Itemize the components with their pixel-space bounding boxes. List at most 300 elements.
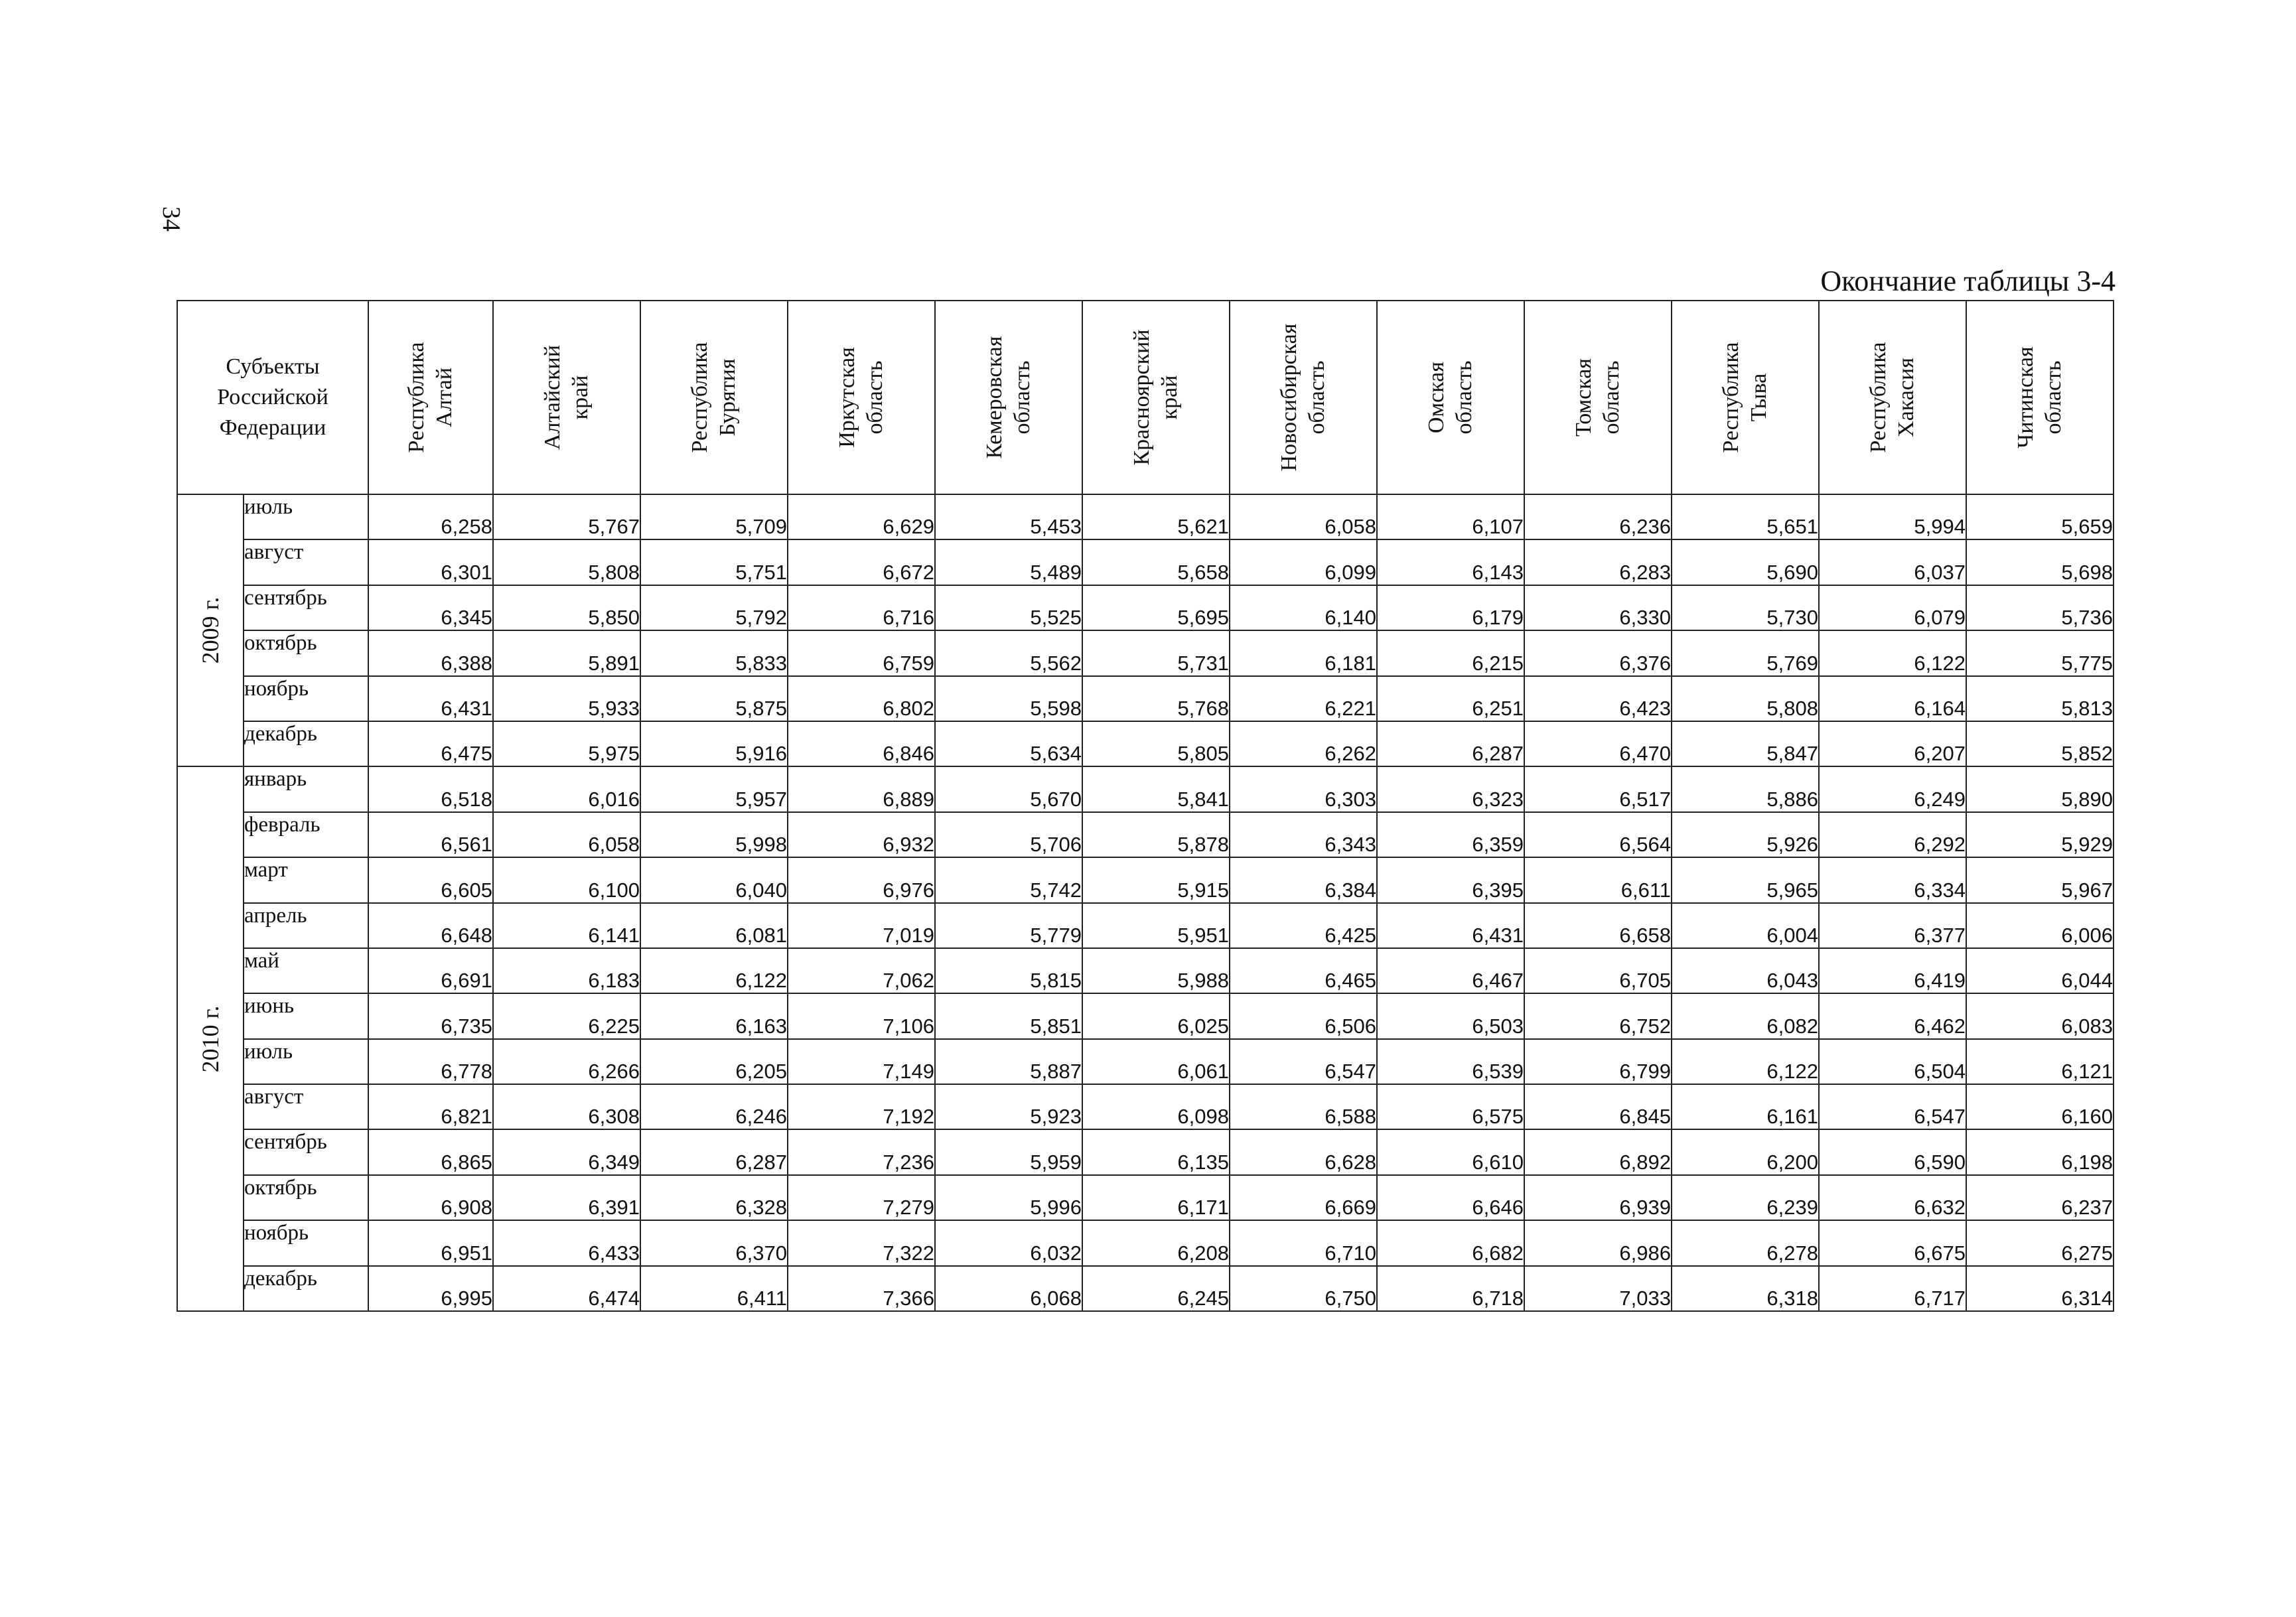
value-cell: 5,929 [1966, 812, 2114, 857]
month-cell: май [244, 948, 368, 993]
value-cell: 5,598 [935, 676, 1082, 721]
region-header [1672, 301, 1819, 494]
table-row [177, 903, 2114, 948]
value-cell: 7,106 [788, 993, 935, 1038]
value-cell: 5,933 [493, 676, 640, 721]
value-cell: 6,287 [640, 1129, 788, 1174]
table-row [177, 494, 2114, 539]
value-cell: 6,431 [1377, 903, 1524, 948]
month-cell: сентябрь [244, 585, 368, 630]
month-cell: октябрь [244, 630, 368, 675]
region-header-label [686, 342, 742, 453]
value-cell: 7,192 [788, 1084, 935, 1129]
month-cell: март [244, 857, 368, 902]
value-cell: 7,019 [788, 903, 935, 948]
value-cell: 5,852 [1966, 721, 2114, 766]
region-header-line: Алтай [432, 367, 457, 428]
region-header-label [2012, 346, 2068, 448]
value-cell: 7,366 [788, 1266, 935, 1311]
value-cell: 5,775 [1966, 630, 2114, 675]
region-header-line: Республика [687, 342, 712, 453]
value-cell: 6,239 [1672, 1175, 1819, 1220]
region-header-line: Республика [1866, 342, 1891, 453]
value-cell: 5,706 [935, 812, 1082, 857]
region-header-line: Читинская [2013, 346, 2038, 449]
value-cell: 6,198 [1966, 1129, 2114, 1174]
value-cell: 5,779 [935, 903, 1082, 948]
table-row [177, 1039, 2114, 1084]
region-header-line: область [1599, 360, 1624, 435]
value-cell: 6,161 [1672, 1084, 1819, 1129]
region-header-line: Кемеровская [982, 336, 1007, 459]
value-cell: 6,632 [1819, 1175, 1966, 1220]
value-cell: 6,236 [1524, 494, 1672, 539]
value-cell: 5,847 [1672, 721, 1819, 766]
table-row [177, 1129, 2114, 1174]
value-cell: 6,605 [368, 857, 493, 902]
value-cell: 6,425 [1230, 903, 1377, 948]
value-cell: 6,799 [1524, 1039, 1672, 1084]
value-cell: 6,564 [1524, 812, 1672, 857]
value-cell: 6,908 [368, 1175, 493, 1220]
value-cell: 5,730 [1672, 585, 1819, 630]
value-cell: 5,926 [1672, 812, 1819, 857]
value-cell: 6,682 [1377, 1220, 1524, 1265]
region-header [493, 301, 640, 494]
month-cell: октябрь [244, 1175, 368, 1220]
month-cell: апрель [244, 903, 368, 948]
table-row [177, 857, 2114, 902]
value-cell: 6,004 [1672, 903, 1819, 948]
value-cell: 5,742 [935, 857, 1082, 902]
value-cell: 5,736 [1966, 585, 2114, 630]
region-header-line: Томская [1571, 358, 1596, 437]
region-header-line: Красноярский [1129, 329, 1154, 466]
value-cell: 6,349 [493, 1129, 640, 1174]
table-caption: Окончание таблицы 3-4 [1820, 265, 2116, 297]
value-cell: 6,986 [1524, 1220, 1672, 1265]
value-cell: 5,805 [1082, 721, 1230, 766]
value-cell: 5,651 [1672, 494, 1819, 539]
value-cell: 5,690 [1672, 539, 1819, 585]
value-cell: 6,164 [1819, 676, 1966, 721]
value-cell: 6,082 [1672, 993, 1819, 1038]
value-cell: 6,610 [1377, 1129, 1524, 1174]
month-cell: ноябрь [244, 676, 368, 721]
value-cell: 5,875 [640, 676, 788, 721]
value-cell: 6,301 [368, 539, 493, 585]
value-cell: 6,433 [493, 1220, 640, 1265]
year-cell [177, 494, 244, 766]
value-cell: 6,251 [1377, 676, 1524, 721]
region-header-line: область [2041, 360, 2066, 435]
value-cell: 5,850 [493, 585, 640, 630]
subject-header [177, 301, 368, 494]
value-cell: 5,769 [1672, 630, 1819, 675]
region-header-label [1275, 324, 1331, 472]
value-cell: 6,539 [1377, 1039, 1524, 1084]
value-cell: 6,345 [368, 585, 493, 630]
value-cell: 5,915 [1082, 857, 1230, 902]
value-cell: 6,691 [368, 948, 493, 993]
month-cell: декабрь [244, 1266, 368, 1311]
table-row [177, 948, 2114, 993]
value-cell: 5,709 [640, 494, 788, 539]
value-cell: 6,016 [493, 766, 640, 811]
value-cell: 6,506 [1230, 993, 1377, 1038]
value-cell: 6,503 [1377, 993, 1524, 1038]
value-cell: 6,334 [1819, 857, 1966, 902]
value-cell: 6,504 [1819, 1039, 1966, 1084]
value-cell: 6,100 [493, 857, 640, 902]
value-cell: 6,079 [1819, 585, 1966, 630]
value-cell: 6,376 [1524, 630, 1672, 675]
year-label: 2010 г. [197, 1005, 224, 1073]
value-cell: 5,815 [935, 948, 1082, 993]
table-row [177, 993, 2114, 1038]
value-cell: 6,759 [788, 630, 935, 675]
value-cell: 6,122 [640, 948, 788, 993]
value-cell: 6,143 [1377, 539, 1524, 585]
region-header [1230, 301, 1377, 494]
value-cell: 6,266 [493, 1039, 640, 1084]
value-cell: 6,517 [1524, 766, 1672, 811]
value-cell: 6,384 [1230, 857, 1377, 902]
region-header-label [1717, 342, 1773, 453]
value-cell: 6,467 [1377, 948, 1524, 993]
value-cell: 6,388 [368, 630, 493, 675]
table-row [177, 766, 2114, 811]
value-cell: 6,646 [1377, 1175, 1524, 1220]
value-cell: 6,043 [1672, 948, 1819, 993]
rates-table [177, 300, 2114, 1312]
value-cell: 6,225 [493, 993, 640, 1038]
value-cell: 6,068 [935, 1266, 1082, 1311]
region-header-line: Алтайский [540, 344, 565, 451]
value-cell: 5,916 [640, 721, 788, 766]
value-cell: 7,062 [788, 948, 935, 993]
table-row [177, 676, 2114, 721]
value-cell: 6,995 [368, 1266, 493, 1311]
region-header-line: область [1010, 360, 1035, 435]
value-cell: 6,221 [1230, 676, 1377, 721]
region-header-line: край [568, 375, 593, 420]
value-cell: 6,121 [1966, 1039, 2114, 1084]
region-header [368, 301, 493, 494]
value-cell: 6,314 [1966, 1266, 2114, 1311]
value-cell: 6,058 [1230, 494, 1377, 539]
value-cell: 6,245 [1082, 1266, 1230, 1311]
value-cell: 7,322 [788, 1220, 935, 1265]
value-cell: 6,083 [1966, 993, 2114, 1038]
value-cell: 6,377 [1819, 903, 1966, 948]
region-header-line: Тыва [1747, 373, 1771, 422]
value-cell: 6,391 [493, 1175, 640, 1220]
value-cell: 5,988 [1082, 948, 1230, 993]
value-cell: 6,658 [1524, 903, 1672, 948]
value-cell: 6,343 [1230, 812, 1377, 857]
value-cell: 6,717 [1819, 1266, 1966, 1311]
value-cell: 6,287 [1377, 721, 1524, 766]
value-cell: 6,318 [1672, 1266, 1819, 1311]
value-cell: 6,475 [368, 721, 493, 766]
value-cell: 6,716 [788, 585, 935, 630]
table-row [177, 630, 2114, 675]
region-header-line: Омская [1424, 362, 1449, 433]
value-cell: 5,768 [1082, 676, 1230, 721]
value-cell: 6,179 [1377, 585, 1524, 630]
value-cell: 5,813 [1966, 676, 2114, 721]
value-cell: 6,821 [368, 1084, 493, 1129]
value-cell: 6,547 [1819, 1084, 1966, 1129]
value-cell: 5,886 [1672, 766, 1819, 811]
value-cell: 6,163 [640, 993, 788, 1038]
region-header [935, 301, 1082, 494]
region-header [1377, 301, 1524, 494]
value-cell: 5,695 [1082, 585, 1230, 630]
year-label: 2009 г. [197, 597, 224, 664]
region-header-line: Иркутская [835, 347, 859, 448]
value-cell: 6,122 [1672, 1039, 1819, 1084]
value-cell: 5,698 [1966, 539, 2114, 585]
region-header [1524, 301, 1672, 494]
value-cell: 6,323 [1377, 766, 1524, 811]
value-cell: 6,669 [1230, 1175, 1377, 1220]
value-cell: 6,099 [1230, 539, 1377, 585]
region-header-line: Республика [404, 342, 429, 453]
value-cell: 6,107 [1377, 494, 1524, 539]
value-cell: 6,750 [1230, 1266, 1377, 1311]
month-cell: ноябрь [244, 1220, 368, 1265]
value-cell: 6,939 [1524, 1175, 1672, 1220]
value-cell: 5,878 [1082, 812, 1230, 857]
value-cell: 6,283 [1524, 539, 1672, 585]
month-cell: декабрь [244, 721, 368, 766]
table-row [177, 539, 2114, 585]
value-cell: 6,735 [368, 993, 493, 1038]
value-cell: 6,628 [1230, 1129, 1377, 1174]
value-cell: 6,122 [1819, 630, 1966, 675]
value-cell: 6,648 [368, 903, 493, 948]
region-header [640, 301, 788, 494]
value-cell: 6,160 [1966, 1084, 2114, 1129]
value-cell: 6,889 [788, 766, 935, 811]
value-cell: 6,249 [1819, 766, 1966, 811]
value-cell: 6,752 [1524, 993, 1672, 1038]
value-cell: 6,328 [640, 1175, 788, 1220]
value-cell: 5,562 [935, 630, 1082, 675]
month-cell: февраль [244, 812, 368, 857]
month-cell: август [244, 1084, 368, 1129]
value-cell: 5,634 [935, 721, 1082, 766]
value-cell: 5,658 [1082, 539, 1230, 585]
value-cell: 5,957 [640, 766, 788, 811]
value-cell: 6,718 [1377, 1266, 1524, 1311]
value-cell: 5,808 [493, 539, 640, 585]
value-cell: 6,207 [1819, 721, 1966, 766]
value-cell: 5,851 [935, 993, 1082, 1038]
value-cell: 6,846 [788, 721, 935, 766]
value-cell: 5,841 [1082, 766, 1230, 811]
value-cell: 6,135 [1082, 1129, 1230, 1174]
value-cell: 5,525 [935, 585, 1082, 630]
value-cell: 5,975 [493, 721, 640, 766]
value-cell: 5,767 [493, 494, 640, 539]
value-cell: 5,891 [493, 630, 640, 675]
value-cell: 6,411 [640, 1266, 788, 1311]
value-cell: 5,967 [1966, 857, 2114, 902]
value-cell: 6,370 [640, 1220, 788, 1265]
month-cell: июль [244, 494, 368, 539]
region-header [1819, 301, 1966, 494]
value-cell: 6,006 [1966, 903, 2114, 948]
region-header-line: область [863, 360, 887, 435]
value-cell: 6,140 [1230, 585, 1377, 630]
value-cell: 5,808 [1672, 676, 1819, 721]
value-cell: 6,629 [788, 494, 935, 539]
value-cell: 6,590 [1819, 1129, 1966, 1174]
value-cell: 6,215 [1377, 630, 1524, 675]
value-cell: 6,275 [1966, 1220, 2114, 1265]
table-header-row [177, 301, 2114, 494]
value-cell: 6,237 [1966, 1175, 2114, 1220]
value-cell: 5,489 [935, 539, 1082, 585]
value-cell: 5,965 [1672, 857, 1819, 902]
value-cell: 7,279 [788, 1175, 935, 1220]
value-cell: 6,081 [640, 903, 788, 948]
value-cell: 7,149 [788, 1039, 935, 1084]
value-cell: 5,959 [935, 1129, 1082, 1174]
value-cell: 6,208 [1082, 1220, 1230, 1265]
value-cell: 5,996 [935, 1175, 1082, 1220]
table-row [177, 1266, 2114, 1311]
value-cell: 6,951 [368, 1220, 493, 1265]
value-cell: 6,474 [493, 1266, 640, 1311]
value-cell: 6,040 [640, 857, 788, 902]
value-cell: 6,518 [368, 766, 493, 811]
value-cell: 6,547 [1230, 1039, 1377, 1084]
region-header-line: Республика [1719, 342, 1743, 453]
value-cell: 5,890 [1966, 766, 2114, 811]
subject-header-line: Субъекты [226, 354, 320, 379]
value-cell: 6,246 [640, 1084, 788, 1129]
value-cell: 6,181 [1230, 630, 1377, 675]
value-cell: 6,330 [1524, 585, 1672, 630]
value-cell: 5,998 [640, 812, 788, 857]
region-header-line: область [1452, 360, 1476, 435]
region-header-label [833, 347, 889, 448]
value-cell: 5,659 [1966, 494, 2114, 539]
region-header-label [981, 336, 1037, 459]
value-cell: 5,453 [935, 494, 1082, 539]
region-header-line: край [1157, 375, 1182, 420]
value-cell: 5,833 [640, 630, 788, 675]
table-row [177, 721, 2114, 766]
region-header-line: область [1305, 360, 1329, 435]
value-cell: 7,236 [788, 1129, 935, 1174]
year-cell [177, 766, 244, 1311]
value-cell: 6,258 [368, 494, 493, 539]
region-header-line: Бурятия [715, 358, 740, 437]
value-cell: 6,200 [1672, 1129, 1819, 1174]
value-cell: 6,561 [368, 812, 493, 857]
table-row [177, 585, 2114, 630]
table-row [177, 812, 2114, 857]
value-cell: 6,308 [493, 1084, 640, 1129]
value-cell: 6,802 [788, 676, 935, 721]
region-header-label [539, 345, 595, 450]
value-cell: 6,032 [935, 1220, 1082, 1265]
value-cell: 6,359 [1377, 812, 1524, 857]
value-cell: 5,887 [935, 1039, 1082, 1084]
value-cell: 6,205 [640, 1039, 788, 1084]
table-row [177, 1175, 2114, 1220]
value-cell: 6,932 [788, 812, 935, 857]
value-cell: 5,621 [1082, 494, 1230, 539]
month-cell: июнь [244, 993, 368, 1038]
value-cell: 6,058 [493, 812, 640, 857]
value-cell: 6,278 [1672, 1220, 1819, 1265]
value-cell: 6,611 [1524, 857, 1672, 902]
value-cell: 6,292 [1819, 812, 1966, 857]
value-cell: 6,423 [1524, 676, 1672, 721]
region-header-label [1128, 329, 1184, 465]
subject-header-line: Российской [217, 385, 328, 409]
month-cell: август [244, 539, 368, 585]
value-cell: 5,951 [1082, 903, 1230, 948]
value-cell: 6,976 [788, 857, 935, 902]
value-cell: 6,419 [1819, 948, 1966, 993]
value-cell: 6,710 [1230, 1220, 1377, 1265]
value-cell: 6,141 [493, 903, 640, 948]
region-header-label [1865, 342, 1920, 453]
value-cell: 6,778 [368, 1039, 493, 1084]
value-cell: 6,431 [368, 676, 493, 721]
region-header [1966, 301, 2114, 494]
table-row [177, 1084, 2114, 1129]
value-cell: 5,923 [935, 1084, 1082, 1129]
region-header-line: Новосибирская [1277, 323, 1301, 472]
value-cell: 6,892 [1524, 1129, 1672, 1174]
value-cell: 5,792 [640, 585, 788, 630]
value-cell: 7,033 [1524, 1266, 1672, 1311]
month-cell: январь [244, 766, 368, 811]
value-cell: 6,044 [1966, 948, 2114, 993]
value-cell: 6,098 [1082, 1084, 1230, 1129]
value-cell: 6,845 [1524, 1084, 1672, 1129]
value-cell: 5,731 [1082, 630, 1230, 675]
month-cell: сентябрь [244, 1129, 368, 1174]
region-header [1082, 301, 1230, 494]
region-header [788, 301, 935, 494]
value-cell: 6,395 [1377, 857, 1524, 902]
value-cell: 5,670 [935, 766, 1082, 811]
month-cell: июль [244, 1039, 368, 1084]
value-cell: 5,751 [640, 539, 788, 585]
region-header-label [403, 342, 459, 453]
value-cell: 6,037 [1819, 539, 1966, 585]
subject-header-line: Федерации [219, 415, 326, 440]
value-cell: 6,672 [788, 539, 935, 585]
value-cell: 6,865 [368, 1129, 493, 1174]
table-row [177, 1220, 2114, 1265]
value-cell: 6,575 [1377, 1084, 1524, 1129]
region-header-label [1423, 361, 1478, 435]
value-cell: 6,262 [1230, 721, 1377, 766]
value-cell: 6,462 [1819, 993, 1966, 1038]
value-cell: 6,675 [1819, 1220, 1966, 1265]
page-number: 34 [157, 206, 185, 232]
